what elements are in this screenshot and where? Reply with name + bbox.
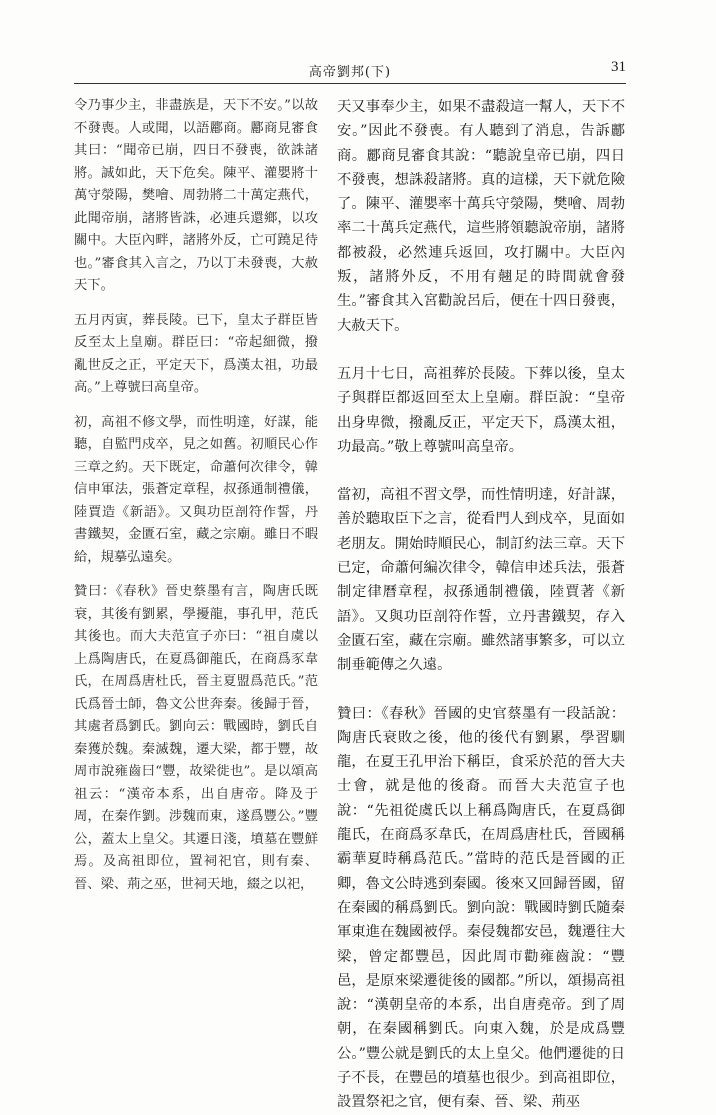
classical-paragraph: 贊曰：《春秋》晉史蔡墨有言，陶唐氏既衰，其後有劉累，學擾龍，事孔甲，范氏其後也。而大夫范宣子亦曰：“祖自虞以上爲陶唐氏，在夏爲御龍氏，在商爲豕韋氏，在周爲唐杜氏，晉主夏盟爲范氏。”范氏爲晉士師，魯文公世奔秦。後歸于晉，其處者爲劉氏。劉向云：戰國時，劉氏自秦獲於魏。秦滅魏，遷大梁，都于豐，故周市說雍齒曰“豐，故梁徙也”。是以頌高祖云：“漢帝本系，出自唐帝。降及于周，在秦作劉。涉魏而東，遂爲豐公。”豐公，蓋太上皇父。其遷日淺，墳墓在豐鮮焉。及高祖即位，置祠祀官，則有秦、晉、梁、荊之巫，世祠天地，綴之以祀， (74, 584, 318, 892)
translation-paragraph: 天又事奉少主，如果不盡殺這一幫人，天下不安。”因此不發喪。有人聽到了消息，告訴酈商。酈商見審食其說：“聽說皇帝已崩，四日不發喪，想誅殺諸將。真的這樣，天下就危險了。陳平、灌嬰率十萬兵守滎陽，樊噲、周勃率二十萬兵定燕代，這些將領聽說帝崩，諸將都被殺，必然連兵返回，攻打關中。大臣內叛，諸將外反，不用有翹足的時間就會發生。”審食其入宮勸說呂后，便在十四日發喪，大赦天下。 (337, 99, 625, 334)
running-title: 高帝劉邦(下) (308, 65, 392, 80)
classical-text-column (74, 95, 318, 896)
page-number: 31 (611, 59, 626, 75)
page-header (74, 55, 626, 84)
translation-paragraph: 當初，高祖不習文學，而性情明達，好計謀，善於聽取臣下之言，從看門人到戍卒，見面如老朋友。開始時順民心，制訂約法三章。天下已定，命蕭何編次律令，韓信申述兵法，張蒼制定律曆章程，叔孫通制禮儀，陸賈著《新語》。又與功臣剖符作誓，立丹書鐵契，存入金匱石室，藏在宗廟。雖然諸事繁多，可以立制垂範傳之久遠。 (337, 487, 625, 674)
translation-paragraph: 五月十七日，高祖葬於長陵。下葬以後，皇太子與群臣都返回至太上皇廟。群臣說：“皇帝出身卑微，撥亂反正，平定天下，爲漢太祖，功最高。”敬上尊號叫高皇帝。 (337, 365, 625, 455)
modern-translation-column (337, 95, 625, 1115)
classical-paragraph: 五月丙寅，葬長陵。已下，皇太子群臣皆反至太上皇廟。群臣曰：“帝起細微，撥亂世反之正，平定天下，爲漢太祖，功最高。”上尊號曰高皇帝。 (74, 312, 318, 395)
classical-paragraph: 令乃事少主，非盡族是，天下不安。”以故不發喪。人或聞，以語酈商。酈商見審食其曰：“聞帝已崩，四日不發喪，欲誅諸將。誠如此，天下危矣。陳平、灌嬰將十萬守滎陽，樊噲、周勃將二十萬定燕代，此聞帝崩，諸將皆誅，必連兵還鄉，以攻關中。大臣內畔，諸將外反，亡可蹺足待也。”審食其入言之，乃以丁未發喪，大赦天下。 (74, 98, 318, 293)
classical-paragraph: 初，高祖不修文學，而性明達，好謀，能聽，自監門戍卒，見之如舊。初順民心作三章之約。天下既定，命蕭何次律令，韓信申軍法，張蒼定章程，叔孫通制禮儀，陸賈造《新語》。又與功臣剖符作誓，丹書鐵契，金匱石室，藏之宗廟。雖日不暇給，規摹弘遠矣。 (74, 414, 318, 565)
translation-paragraph: 贊曰：《春秋》晉國的史官蔡墨有一段話說：陶唐氏衰敗之後，他的後代有劉累，學習馴龍，在夏王孔甲治下稱臣，食采於范的晉大夫士會，就是他的後裔。而晉大夫范宣子也說：“先祖從虞氏以上稱爲陶唐氏，在夏爲御龍氏，在商爲豕韋氏，在周爲唐杜氏，晉國稱霸華夏時稱爲范氏。”當時的范氏是晉國的正卿，魯文公時逃到秦國。後來又回歸晉國，留在秦國的稱爲劉氏。劉向說：戰國時劉氏隨秦軍東進在魏國被俘。秦侵魏都安邑，魏遷往大梁，曾定都豐邑，因此周市勸雍齒說：“豐邑，是原來梁遷徙後的國都。”所以，頌揚高祖說：“漢朝皇帝的本系，出自唐堯帝。到了周朝，在秦國稱劉氏。向東入魏，於是成爲豐公。”豐公就是劉氏的太上皇父。他們遷徙的日子不長，在豐邑的墳墓也很少。到高祖即位，設置祭祀之官，便有秦、晉、梁、荊巫 (337, 705, 625, 1111)
